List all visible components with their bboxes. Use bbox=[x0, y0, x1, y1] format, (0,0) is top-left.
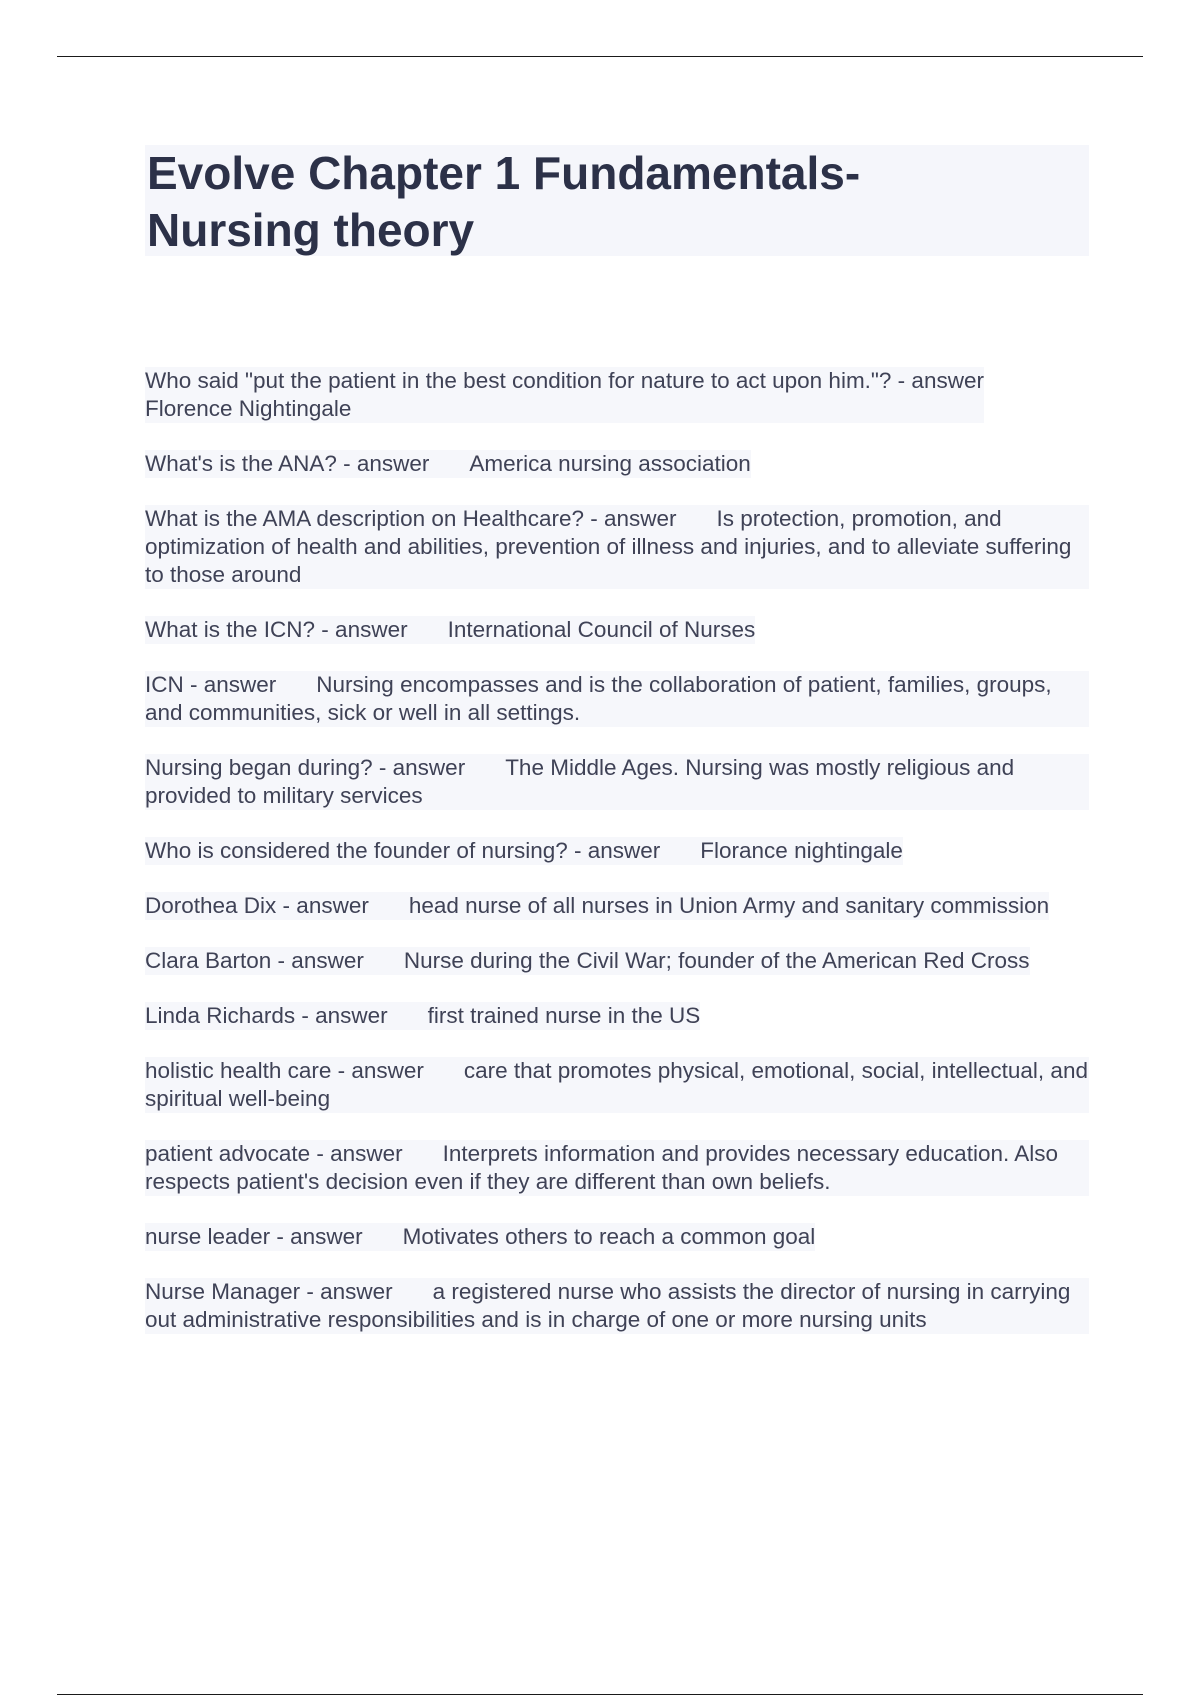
top-rule bbox=[57, 56, 1143, 57]
question-text: What's is the ANA? - answer bbox=[145, 451, 430, 476]
answer-text: Motivates others to reach a common goal bbox=[402, 1224, 816, 1249]
bottom-rule bbox=[57, 1694, 1143, 1695]
answer-text: International Council of Nurses bbox=[447, 617, 756, 642]
title-line-1: Evolve Chapter 1 Fundamentals- bbox=[147, 147, 861, 199]
qa-text bbox=[145, 1140, 1089, 1196]
answer-text: Is protection, promotion, and optimization of health and abilities, prevention of illness and injuries, and to alleviate suffering to those around bbox=[145, 506, 1078, 587]
qa-text bbox=[145, 1223, 815, 1251]
answer-text: a registered nurse who assists the director of nursing in carrying out administrative responsibilities and is in charge of one or more nursing units bbox=[145, 1279, 1077, 1332]
question-text: Linda Richards - answer bbox=[145, 1003, 388, 1028]
qa-text bbox=[145, 367, 984, 423]
qa-text bbox=[145, 450, 751, 478]
qa-item bbox=[145, 671, 1089, 727]
qa-item bbox=[145, 1140, 1089, 1196]
qa-text bbox=[145, 837, 903, 865]
question-text: Who is considered the founder of nursing? - answer bbox=[145, 838, 661, 863]
qa-item bbox=[145, 616, 1089, 644]
answer-text: Florence Nightingale bbox=[145, 396, 352, 421]
answer-text: Nurse during the Civil War; founder of the American Red Cross bbox=[403, 948, 1030, 973]
answer-text: America nursing association bbox=[469, 451, 751, 476]
title-block bbox=[145, 145, 1089, 256]
qa-list bbox=[145, 367, 1095, 1361]
answer-text: Interprets information and provides necessary education. Also respects patient's decision even if they are different than own beliefs. bbox=[145, 1141, 1065, 1194]
qa-item bbox=[145, 892, 1089, 920]
qa-text bbox=[145, 1278, 1089, 1334]
qa-item bbox=[145, 837, 1089, 865]
qa-item bbox=[145, 1002, 1089, 1030]
question-text: Who said "put the patient in the best condition for nature to act upon him."? - answer bbox=[145, 368, 984, 393]
qa-item bbox=[145, 1278, 1089, 1334]
qa-item bbox=[145, 505, 1089, 589]
qa-text bbox=[145, 1002, 700, 1030]
answer-text: head nurse of all nurses in Union Army and sanitary commission bbox=[408, 893, 1050, 918]
qa-text bbox=[145, 505, 1089, 589]
question-text: patient advocate - answer bbox=[145, 1141, 403, 1166]
qa-item bbox=[145, 367, 1089, 423]
question-text: Dorothea Dix - answer bbox=[145, 893, 369, 918]
qa-item bbox=[145, 1057, 1095, 1113]
question-text: ICN - answer bbox=[145, 672, 277, 697]
question-text: Clara Barton - answer bbox=[145, 948, 364, 973]
document-title bbox=[147, 145, 1089, 259]
answer-text: first trained nurse in the US bbox=[427, 1003, 701, 1028]
answer-text: care that promotes physical, emotional, social, intellectual, and spiritual well-being bbox=[145, 1058, 1095, 1111]
qa-text bbox=[145, 1057, 1095, 1113]
qa-text bbox=[145, 947, 1030, 975]
question-text: holistic health care - answer bbox=[145, 1058, 424, 1083]
question-text: What is the AMA description on Healthcare? - answer bbox=[145, 506, 677, 531]
qa-item bbox=[145, 1223, 1089, 1251]
qa-text bbox=[145, 754, 1089, 810]
answer-text: The Middle Ages. Nursing was mostly religious and provided to military services bbox=[145, 755, 1021, 808]
question-text: Nursing began during? - answer bbox=[145, 755, 466, 780]
answer-text: Nursing encompasses and is the collaboration of patient, families, groups, and communities, sick or well in all settings. bbox=[145, 672, 1058, 725]
question-text: Nurse Manager - answer bbox=[145, 1279, 393, 1304]
answer-text: Florance nightingale bbox=[700, 838, 903, 863]
qa-text bbox=[145, 616, 755, 644]
qa-item bbox=[145, 947, 1089, 975]
question-text: What is the ICN? - answer bbox=[145, 617, 408, 642]
title-line-2: Nursing theory bbox=[147, 204, 475, 256]
qa-text bbox=[145, 892, 1049, 920]
qa-item bbox=[145, 450, 1089, 478]
qa-text bbox=[145, 671, 1089, 727]
qa-item bbox=[145, 754, 1089, 810]
question-text: nurse leader - answer bbox=[145, 1224, 363, 1249]
